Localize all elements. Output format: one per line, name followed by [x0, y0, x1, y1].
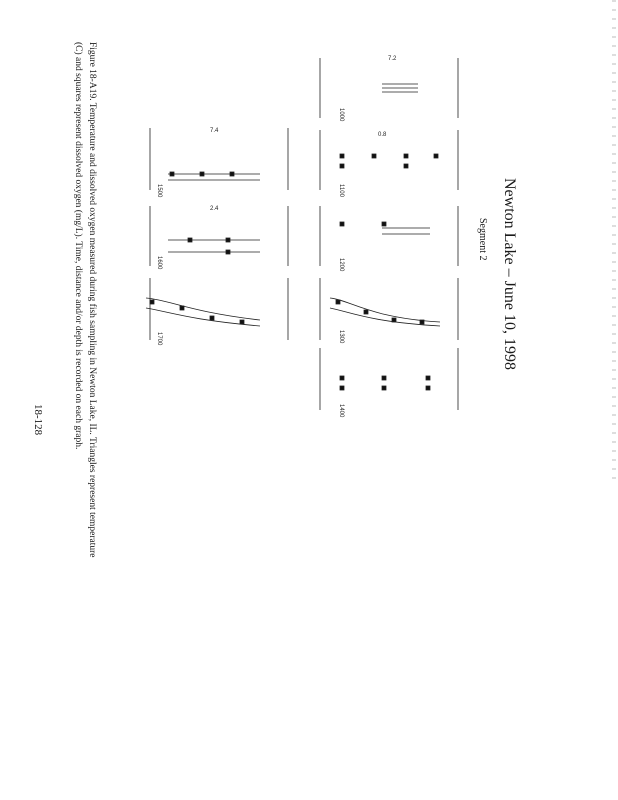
panel-time-label: 1000	[338, 108, 344, 122]
graph-panel-1500	[150, 128, 288, 198]
graph-panel-1600	[150, 206, 288, 270]
graph-panel-1400	[320, 348, 458, 418]
graph-panel-1100	[320, 130, 458, 198]
graph-panel-1300	[320, 278, 458, 344]
svg-text:7.2: 7.2	[388, 56, 397, 62]
svg-text:7.4: 7.4	[210, 128, 219, 134]
svg-text:0.8: 0.8	[378, 132, 387, 138]
page-number: 18-128	[32, 404, 44, 436]
panel-time-label: 1100	[338, 184, 344, 197]
graph-panel-1700	[146, 278, 288, 346]
svg-text:2.4: 2.4	[210, 206, 219, 212]
panel-time-label: 1200	[338, 258, 344, 272]
panel-time-label: 1600	[156, 256, 162, 270]
figure-subtitle: Segment 2	[477, 218, 488, 261]
panel-time-label: 1700	[156, 332, 162, 346]
panel-time-label: 1300	[338, 330, 344, 344]
graph-panel-1200	[320, 206, 458, 272]
panel-time-label: 1400	[338, 404, 344, 418]
panel-time-label: 1500	[156, 184, 162, 198]
graph-panel-1000	[320, 56, 458, 122]
figure-caption-line1: Figure 18-A19. Temperature and dissolved oxygen measured during fish sampling in Newton Lake, IL. Triangles represent temperature	[87, 42, 97, 558]
figure-caption-line2: (C) and squares represent dissolved oxygen (mg/L). Time, distance and/or depth is recorded on each graph.	[73, 42, 83, 450]
page-title: Newton Lake – June 10, 1998	[501, 178, 518, 370]
